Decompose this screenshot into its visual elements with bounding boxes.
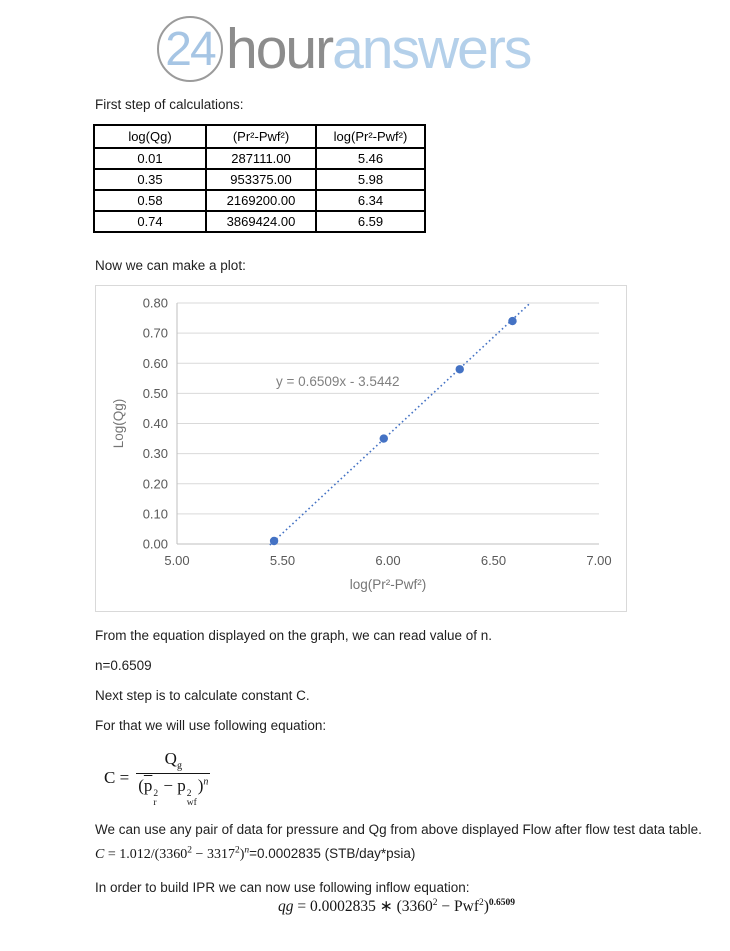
calculation-table: [93, 124, 426, 233]
table-row: [94, 211, 425, 232]
cell: 5.46: [316, 148, 425, 169]
cell: 0.58: [94, 190, 206, 211]
svg-text:5.00: 5.00: [164, 553, 190, 568]
cell: 0.01: [94, 148, 206, 169]
equation-c: [104, 749, 210, 807]
paragraph-first-step: First step of calculations:: [95, 97, 244, 112]
svg-text:0.40: 0.40: [142, 416, 168, 431]
equation-c-numerator: $Q_g$: [164, 749, 182, 772]
table-row: [94, 169, 425, 190]
header-pr2-pwf2: (Pr²-Pwf²): [206, 125, 316, 148]
svg-text:0.50: 0.50: [142, 385, 168, 401]
cell: 6.34: [316, 190, 425, 211]
logo-24houranswers: [157, 16, 530, 82]
svg-text:5.50: 5.50: [269, 553, 296, 568]
svg-text:6.00: 6.00: [375, 553, 401, 568]
table-row: [94, 190, 425, 211]
cell: 3869424.00: [206, 211, 316, 232]
equation-qg: qg = 0.0002835 ∗ $(3360^2 - Pwf^2)^{0.6509}$: [278, 897, 516, 915]
logo-word-hour: hour: [226, 17, 333, 81]
logo-word-answers: answers: [332, 17, 531, 81]
cell: 6.59: [316, 211, 425, 232]
svg-text:0.20: 0.20: [142, 476, 168, 492]
svg-text:6.50: 6.50: [480, 553, 507, 568]
cell: 5.98: [316, 169, 425, 190]
svg-text:0.80: 0.80: [142, 295, 168, 311]
table-row: [94, 148, 425, 169]
svg-text:0.70: 0.70: [142, 325, 168, 341]
cell: 2169200.00: [206, 190, 316, 211]
paragraph-ipr-note: In order to build IPR we can now use following inflow equation:: [95, 880, 470, 895]
scatter-chart: [95, 285, 627, 612]
svg-text:Log(Qg): Log(Qg): [111, 398, 126, 449]
logo-circle: [157, 16, 223, 82]
svg-text:0.00: 0.00: [142, 536, 168, 552]
table-header-row: [94, 125, 425, 148]
paragraph-read-n: From the equation displayed on the graph, we can read value of n.: [95, 628, 493, 643]
cell: 0.35: [94, 169, 206, 190]
scatter-chart-svg: [96, 286, 626, 611]
svg-text:0.10: 0.10: [142, 506, 168, 522]
svg-text:y = 0.6509x - 3.5442: y = 0.6509x - 3.5442: [276, 374, 400, 389]
n-value: n=0.6509: [95, 658, 152, 673]
header-log-pr2-pwf2: log(Pr²-Pwf²): [316, 125, 425, 148]
logo-number: 24: [165, 22, 215, 76]
header-log-qg: log(Qg): [94, 125, 206, 148]
cell: 287111.00: [206, 148, 316, 169]
paragraph-next-step: Next step is to calculate constant C.: [95, 688, 310, 703]
equation-c-calc: $C = 1.012/(3360^2 - 3317^2)^n=0.0002835$ (STB/day*psia): [95, 845, 416, 862]
cell: 0.74: [94, 211, 206, 232]
equation-c-lhs: C =: [104, 768, 130, 788]
equation-c-denominator: ($\overline{p}$ 2 r − p 2 wf )$^n$: [136, 773, 210, 807]
paragraph-for-that: For that we will use following equation:: [95, 718, 327, 733]
paragraph-pair-note: We can use any pair of data for pressure and Qg from above displayed Flow after flow test data table.: [95, 822, 702, 837]
svg-text:log(Pr²-Pwf²): log(Pr²-Pwf²): [349, 577, 427, 592]
svg-text:0.30: 0.30: [142, 446, 168, 462]
cell: 953375.00: [206, 169, 316, 190]
paragraph-plot-intro: Now we can make a plot:: [95, 258, 246, 273]
equation-c-fraction: [136, 749, 210, 807]
svg-text:7.00: 7.00: [586, 553, 612, 568]
svg-text:0.60: 0.60: [142, 355, 168, 371]
